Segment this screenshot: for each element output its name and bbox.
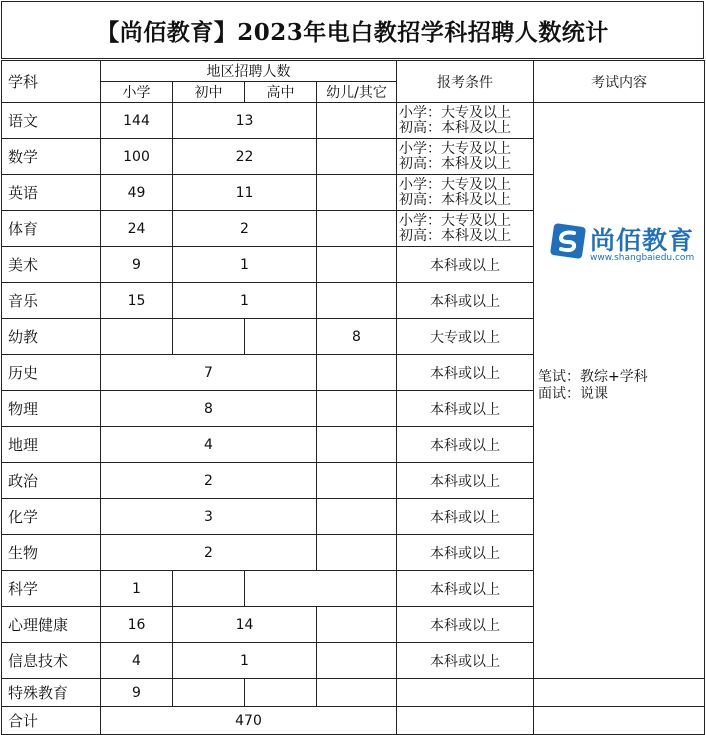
header-exam: 考试内容: [534, 61, 705, 103]
condition-cell: 本科或以上: [397, 355, 534, 391]
primary-cell: 100: [101, 139, 173, 175]
primary-cell: [101, 319, 173, 355]
header-condition: 报考条件: [397, 61, 534, 103]
primary-cell: 9: [101, 679, 173, 707]
primary-cell: 9: [101, 247, 173, 283]
value-cell: 2: [101, 463, 317, 499]
subject-cell: 语文: [2, 103, 101, 139]
other-cell: [317, 247, 397, 283]
table-row: [2, 103, 705, 139]
shangbai-logo-icon: [550, 223, 586, 259]
recruitment-table: [1, 60, 705, 735]
senior-cell: [245, 679, 317, 707]
condition-cell: [397, 139, 534, 175]
total-empty-cell: [534, 707, 705, 735]
total-row: [2, 707, 705, 735]
other-cell: [317, 283, 397, 319]
header-other: 幼儿/其它: [317, 82, 397, 103]
condition-primary: 小学：大专及以上: [399, 176, 511, 193]
condition-primary: 小学：大专及以上: [399, 140, 511, 157]
subject-cell: 化学: [2, 499, 101, 535]
subject-cell: 生物: [2, 535, 101, 571]
condition-cell: 本科或以上: [397, 571, 534, 607]
subject-cell: 特殊教育: [2, 679, 101, 707]
condition-cell: 本科或以上: [397, 283, 534, 319]
header-subject: 学科: [2, 61, 101, 103]
other-cell: [317, 427, 397, 463]
condition-cell: 本科或以上: [397, 427, 534, 463]
subject-cell: 美术: [2, 247, 101, 283]
other-cell: [317, 499, 397, 535]
exam-interview: 面试：说课: [538, 386, 608, 402]
senior-cell: [245, 319, 317, 355]
other-cell: [317, 679, 397, 707]
value-cell: 7: [101, 355, 317, 391]
primary-cell: 1: [101, 571, 173, 607]
primary-cell: 16: [101, 607, 173, 643]
exam-empty-cell: [534, 679, 705, 707]
total-value: 470: [101, 707, 397, 735]
middle-cell: 1: [173, 643, 317, 679]
subject-cell: 物理: [2, 391, 101, 427]
other-cell: [317, 175, 397, 211]
condition-cell: 本科或以上: [397, 247, 534, 283]
subject-cell: 地理: [2, 427, 101, 463]
subject-cell: 心理健康: [2, 607, 101, 643]
subject-cell: 体育: [2, 211, 101, 247]
condition-secondary: 初高：本科及以上: [399, 155, 511, 172]
condition-cell: 本科或以上: [397, 499, 534, 535]
other-cell: [317, 391, 397, 427]
condition-cell: [397, 175, 534, 211]
condition-cell: 本科或以上: [397, 463, 534, 499]
other-cell: [317, 535, 397, 571]
exam-written: 笔试：教综+学科: [538, 369, 648, 385]
subject-cell: 幼教: [2, 319, 101, 355]
subject-cell: 音乐: [2, 283, 101, 319]
primary-cell: 24: [101, 211, 173, 247]
table-row: [2, 679, 705, 707]
header-region: 地区招聘人数: [101, 61, 397, 82]
other-cell: [317, 139, 397, 175]
middle-cell: 2: [173, 211, 317, 247]
condition-secondary: 初高：本科及以上: [399, 191, 511, 208]
condition-cell: [397, 211, 534, 247]
total-label: 合计: [2, 707, 101, 735]
middle-cell: 13: [173, 103, 317, 139]
middle-cell: 1: [173, 283, 317, 319]
primary-cell: 15: [101, 283, 173, 319]
condition-cell: 本科或以上: [397, 607, 534, 643]
primary-cell: 144: [101, 103, 173, 139]
condition-cell: 本科或以上: [397, 391, 534, 427]
value-cell: 4: [101, 427, 317, 463]
primary-cell: 49: [101, 175, 173, 211]
subject-cell: 信息技术: [2, 643, 101, 679]
condition-primary: 小学：大专及以上: [399, 212, 511, 229]
other-cell: [317, 211, 397, 247]
condition-secondary: 初高：本科及以上: [399, 227, 511, 244]
condition-cell: 本科或以上: [397, 535, 534, 571]
header-junior: 初中: [173, 82, 245, 103]
header-senior: 高中: [245, 82, 317, 103]
value-cell: 8: [101, 391, 317, 427]
other-cell: [317, 355, 397, 391]
junior-cell: [173, 319, 245, 355]
condition-cell: [397, 103, 534, 139]
middle-cell: 11: [173, 175, 317, 211]
primary-cell: 4: [101, 643, 173, 679]
total-empty-cell: [397, 707, 534, 735]
subject-cell: 英语: [2, 175, 101, 211]
condition-secondary: 初高：本科及以上: [399, 119, 511, 136]
middle-cell: 22: [173, 139, 317, 175]
other-cell: 8: [317, 319, 397, 355]
subject-cell: 科学: [2, 571, 101, 607]
other-cell: [317, 607, 397, 643]
exam-content: [538, 369, 648, 403]
logo-name: 尚佰教育: [590, 226, 695, 255]
page-title: 【尚佰教育】2023年电白教招学科招聘人数统计: [1, 1, 704, 59]
header-primary: 小学: [101, 82, 173, 103]
condition-cell: [397, 679, 534, 707]
middle-cell: 1: [173, 247, 317, 283]
condition-primary: 小学：大专及以上: [399, 104, 511, 121]
exam-cell: [534, 103, 705, 679]
junior-cell: [173, 679, 245, 707]
logo-url: www.shangbaiedu.com: [590, 253, 695, 263]
other-cell: [317, 103, 397, 139]
subject-cell: 政治: [2, 463, 101, 499]
other-cell: [245, 571, 397, 607]
other-cell: [317, 463, 397, 499]
middle-cell: 14: [173, 607, 317, 643]
value-cell: 3: [101, 499, 317, 535]
value-cell: 2: [101, 535, 317, 571]
subject-cell: 数学: [2, 139, 101, 175]
other-cell: [317, 643, 397, 679]
condition-cell: 本科或以上: [397, 643, 534, 679]
subject-cell: 历史: [2, 355, 101, 391]
junior-cell: [173, 571, 245, 607]
logo: [550, 223, 695, 263]
condition-cell: 大专或以上: [397, 319, 534, 355]
